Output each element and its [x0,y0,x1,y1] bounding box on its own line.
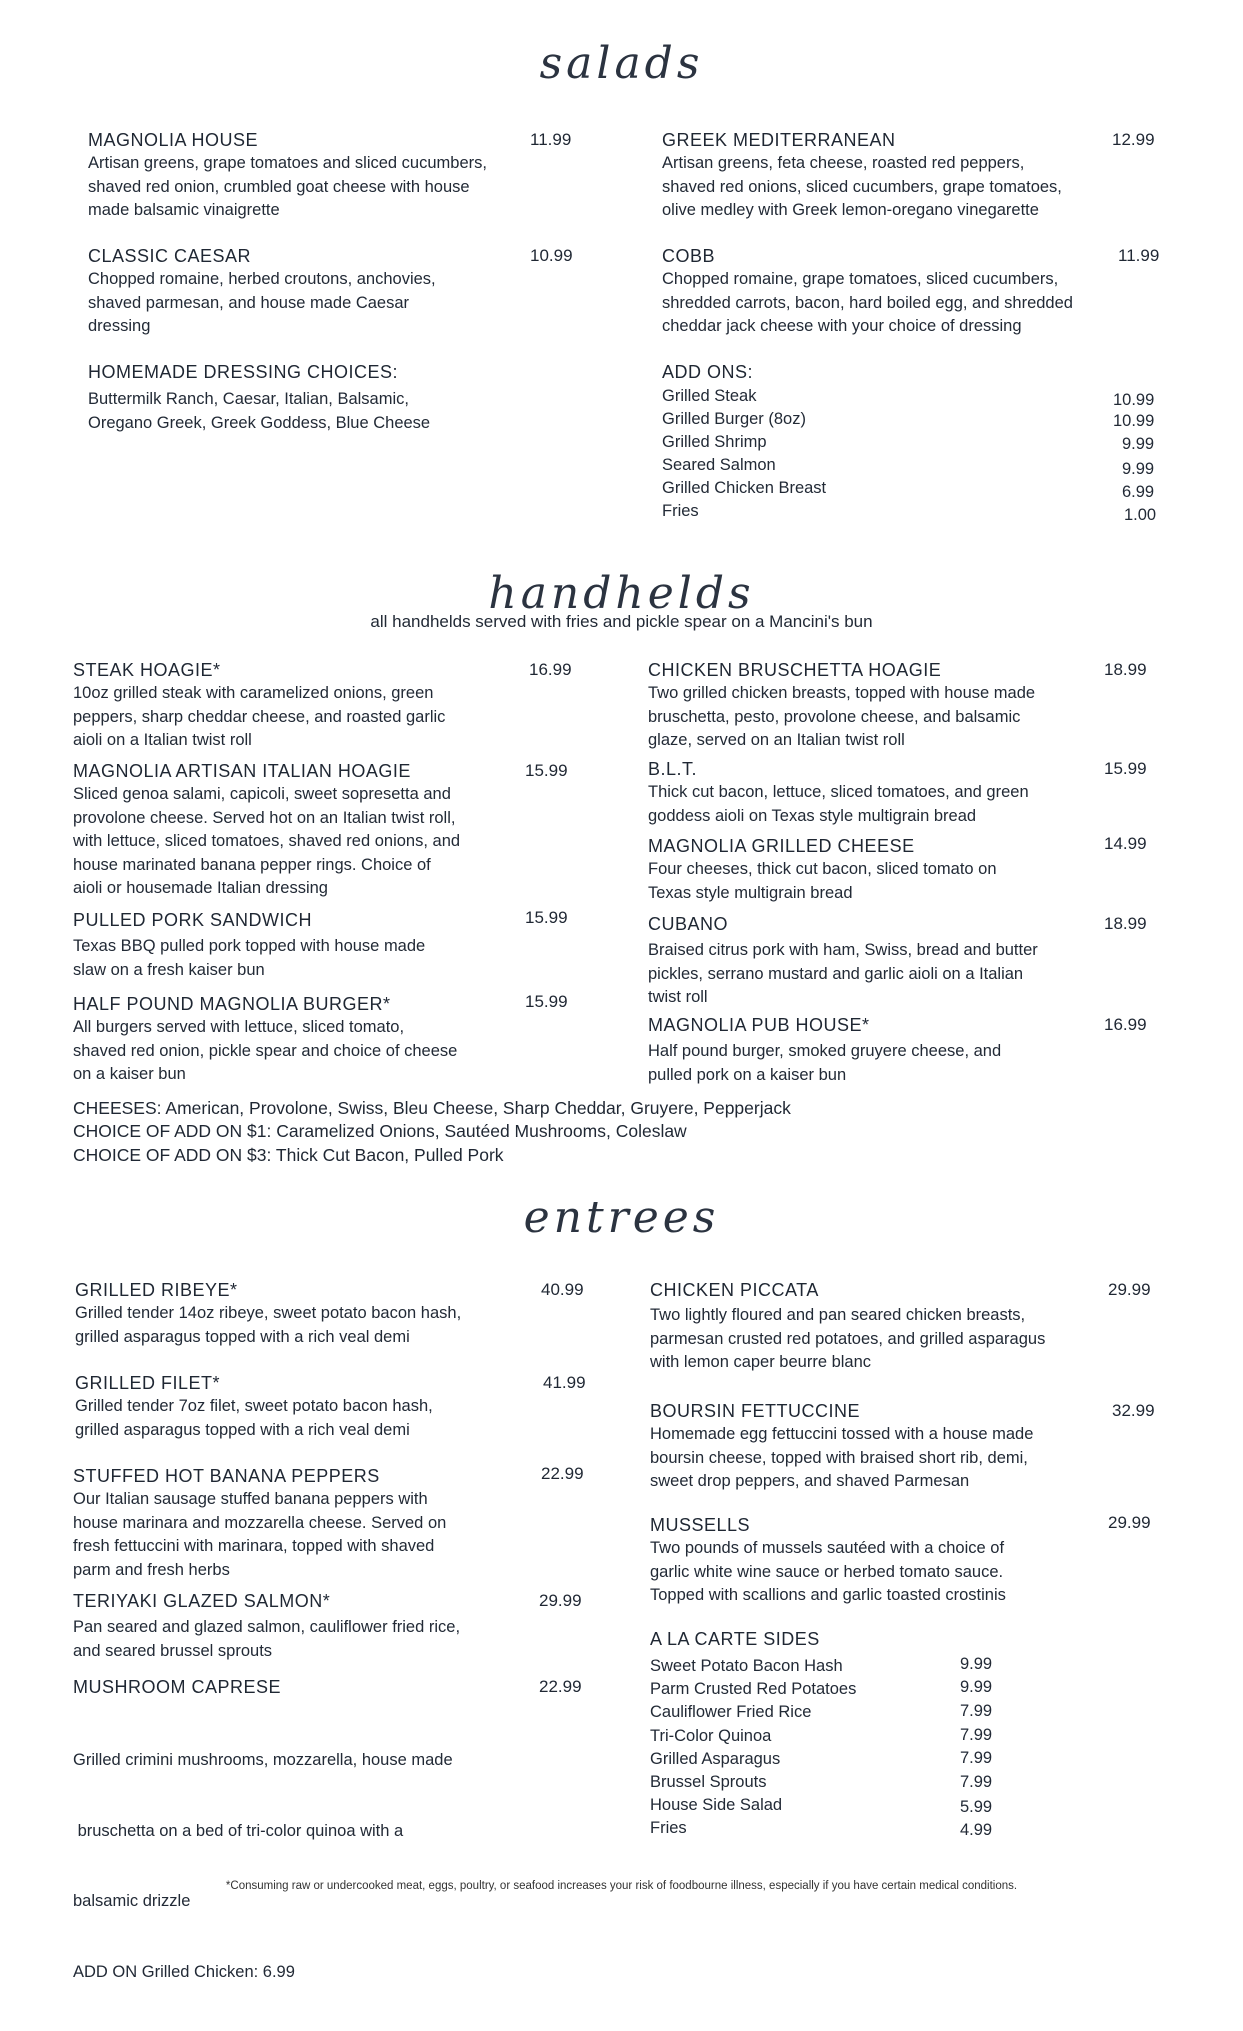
sides-title: A LA CARTE SIDES [650,1629,820,1649]
add-ons [662,360,1162,384]
addon-name: Fries [662,502,699,520]
menu-item [73,992,573,1087]
dressing-choices [88,360,578,435]
item-desc: Two grilled chicken breasts, topped with house made bruschetta, pesto, provolone cheese, and balsamic glaze, served on an Italian twist roll [648,684,1036,749]
item-price: 32.99 [1112,1401,1155,1420]
menu-item [662,128,1162,223]
item-desc: Pan seared and glazed salmon, cauliflower fried rice, and seared brussel sprouts [73,1618,461,1660]
item-desc: Chopped romaine, herbed croutons, anchovies, shaved parmesan, and house made Caesar dressing [88,270,436,335]
item-price: 10.99 [530,246,573,265]
item-price: 11.99 [1118,246,1160,265]
item-name: B.L.T. [648,759,698,779]
item-name: MUSHROOM CAPRESE [73,1677,282,1697]
side-price: 7.99 [960,1726,993,1744]
item-price: 14.99 [1104,834,1147,853]
item-name: MUSSELLS [650,1515,751,1535]
side-price: 9.99 [960,1678,993,1696]
item-name: CLASSIC CAESAR [88,246,252,266]
item-desc: Braised citrus pork with ham, Swiss, bread and butter pickles, serrano mustard and garlic aioli on a Italian twist roll [648,941,1038,1006]
side-name: Parm Crusted Red Potatoes [650,1680,857,1698]
menu-item [73,658,573,753]
item-price: 12.99 [1112,130,1155,149]
item-desc: Two pounds of mussels sautéed with a choice of garlic white wine sauce or herbed tomato sauce. Topped with scallions and garlic toasted crostinis [650,1539,1006,1604]
item-name: CHICKEN PICCATA [650,1280,819,1300]
menu-item [648,658,1168,753]
side-price: 7.99 [960,1773,993,1791]
menu-item [73,1589,593,1663]
item-price: 15.99 [525,992,568,1011]
side-name: Fries [650,1819,687,1837]
addon-price: 9.99 [1122,435,1155,453]
menu-item [650,1278,1170,1375]
item-price: 41.99 [543,1373,586,1392]
item-desc: Grilled crimini mushrooms, mozzarella, house made bruschetta on a bed of tri-color quinoa with a balsamic drizzle ADD ON Grilled Chicken: 6.99 [73,1751,453,1981]
item-desc: Grilled tender 7oz filet, sweet potato bacon hash, grilled asparagus topped with a rich veal demi [75,1397,433,1439]
addon-name: Grilled Steak [662,387,757,405]
handhelds-heading: handhelds [488,568,755,619]
addon-price: 1.00 [1124,506,1157,524]
item-desc: Texas BBQ pulled pork topped with house made slaw on a fresh kaiser bun [73,937,426,979]
item-price: 15.99 [1104,759,1147,778]
item-price: 16.99 [529,660,572,679]
item-name: GRILLED FILET* [75,1373,221,1393]
item-desc: Our Italian sausage stuffed banana peppers with house marinara and mozzarella cheese. Served on fresh fettuccini with marinara, topped with shaved parm and fresh herbs [73,1490,447,1579]
side-price: 7.99 [960,1702,993,1720]
item-price: 22.99 [539,1677,582,1696]
menu-item [73,1464,593,1582]
item-name: PULLED PORK SANDWICH [73,910,313,930]
item-price: 40.99 [541,1280,584,1299]
menu-item [73,908,573,982]
item-name: CHICKEN BRUSCHETTA HOAGIE [648,660,942,680]
side-name: Tri-Color Quinoa [650,1727,772,1745]
menu-item [650,1513,1170,1608]
item-desc: Sliced genoa salami, capicoli, sweet sopresetta and provolone cheese. Served hot on an Italian twist roll, with lettuce, sliced tomatoes, shaved red onions, and house marinated banana pepper rings. Choice of aioli or housemade Italian dressing [73,785,461,897]
item-price: 15.99 [525,908,568,927]
item-desc: Chopped romaine, grape tomatoes, sliced cucumbers, shredded carrots, bacon, hard boiled egg, and shredded cheddar jack cheese with your choice of dressing [662,270,1073,335]
item-price: 29.99 [1108,1513,1151,1532]
item-desc: 10oz grilled steak with caramelized onions, green peppers, sharp cheddar cheese, and roasted garlic aioli on a Italian twist roll [73,684,446,749]
item-price: 11.99 [530,130,572,149]
side-price: 9.99 [960,1655,993,1673]
handhelds-extras [73,1097,1173,1167]
addon-price: 10.99 [1113,412,1155,430]
menu-item [73,1675,593,2031]
menu-item [75,1371,595,1442]
menu-item [75,1278,595,1349]
item-price: 29.99 [1108,1280,1151,1299]
side-name: Cauliflower Fried Rice [650,1703,812,1721]
item-name: GREEK MEDITERRANEAN [662,130,896,150]
item-price: 18.99 [1104,660,1147,679]
footnote: *Consuming raw or undercooked meat, eggs, poultry, or seafood increases your risk of foodbourne illness, especially if you have certain medical conditions. [225,1880,1018,1892]
side-name: Sweet Potato Bacon Hash [650,1657,843,1675]
side-name: House Side Salad [650,1796,783,1814]
item-desc: Four cheeses, thick cut bacon, sliced tomato on Texas style multigrain bread [648,860,997,902]
item-price: 29.99 [539,1591,582,1610]
addon-price: 10.99 [1113,391,1155,409]
item-price: 18.99 [1104,914,1147,933]
addons-title: ADD ONS: [662,362,754,382]
side-name: Grilled Asparagus [650,1750,781,1768]
addon-name: Grilled Burger (8oz) [662,410,806,428]
menu-item [662,244,1162,339]
addon-3-line: CHOICE OF ADD ON $3: Thick Cut Bacon, Pulled Pork [73,1145,504,1165]
a-la-carte-sides [650,1627,1050,1651]
menu-item [648,757,1168,828]
menu-item [648,912,1168,1010]
item-desc: Homemade egg fettuccini tossed with a house made boursin cheese, topped with braised short rib, demi, sweet drop peppers, and shaved Parmesan [650,1425,1034,1490]
addon-1-line: CHOICE OF ADD ON $1: Caramelized Onions, Sautéed Mushrooms, Coleslaw [73,1120,687,1141]
item-name: STUFFED HOT BANANA PEPPERS [73,1466,380,1486]
item-desc: Two lightly floured and pan seared chicken breasts, parmesan crusted red potatoes, and grilled asparagus with lemon caper beurre blanc [650,1306,1046,1371]
item-name: MAGNOLIA HOUSE [88,130,259,150]
dressing-title: HOMEMADE DRESSING CHOICES: [88,362,399,382]
addon-name: Seared Salmon [662,456,776,474]
addon-price: 9.99 [1122,460,1155,478]
entrees-heading: entrees [523,1192,720,1243]
item-name: MAGNOLIA GRILLED CHEESE [648,836,915,856]
side-price: 7.99 [960,1749,993,1767]
menu-item [73,759,573,901]
menu-item [88,244,578,339]
side-name: Brussel Sprouts [650,1773,767,1791]
item-desc: Half pound burger, smoked gruyere cheese, and pulled pork on a kaiser bun [648,1042,1002,1084]
item-desc: Thick cut bacon, lettuce, sliced tomatoes, and green goddess aioli on Texas style multigrain bread [648,783,1029,825]
item-name: CUBANO [648,914,729,934]
item-name: GRILLED RIBEYE* [75,1280,238,1300]
item-name: BOURSIN FETTUCCINE [650,1401,861,1421]
menu-item [88,128,578,223]
item-name: COBB [662,246,716,266]
item-desc: Artisan greens, feta cheese, roasted red peppers, shaved red onions, sliced cucumbers, grape tomatoes, olive medley with Greek lemon-oregano vinegarette [662,154,1062,219]
item-desc: Grilled tender 14oz ribeye, sweet potato bacon hash, grilled asparagus topped with a rich veal demi [75,1304,462,1346]
handhelds-subtitle: all handhelds served with fries and pickle spear on a Mancini's bun [370,612,873,631]
addon-price: 6.99 [1122,483,1155,501]
item-name: STEAK HOAGIE* [73,660,221,680]
addon-name: Grilled Chicken Breast [662,479,827,497]
item-price: 16.99 [1104,1015,1147,1034]
item-desc: All burgers served with lettuce, sliced tomato, shaved red onion, pickle spear and choice of cheese on a kaiser bun [73,1018,458,1083]
item-name: TERIYAKI GLAZED SALMON* [73,1591,331,1611]
menu-item [648,1013,1168,1087]
item-price: 15.99 [525,761,568,780]
menu-item [648,834,1168,905]
item-price: 22.99 [541,1464,584,1483]
cheeses-line: CHEESES: American, Provolone, Swiss, Bleu Cheese, Sharp Cheddar, Gruyere, Pepperjack [73,1098,791,1118]
salads-heading: salads [539,38,704,89]
side-price: 4.99 [960,1821,993,1839]
dressing-lines: Buttermilk Ranch, Caesar, Italian, Balsamic, Oregano Greek, Greek Goddess, Blue Cheese [88,390,431,432]
item-name: HALF POUND MAGNOLIA BURGER* [73,994,391,1014]
side-price: 5.99 [960,1798,993,1816]
addon-name: Grilled Shrimp [662,433,767,451]
item-name: MAGNOLIA ARTISAN ITALIAN HOAGIE [73,761,411,781]
item-desc: Artisan greens, grape tomatoes and sliced cucumbers, shaved red onion, crumbled goat cheese with house made balsamic vinaigrette [88,154,487,219]
menu-item [650,1399,1170,1494]
item-name: MAGNOLIA PUB HOUSE* [648,1015,870,1035]
